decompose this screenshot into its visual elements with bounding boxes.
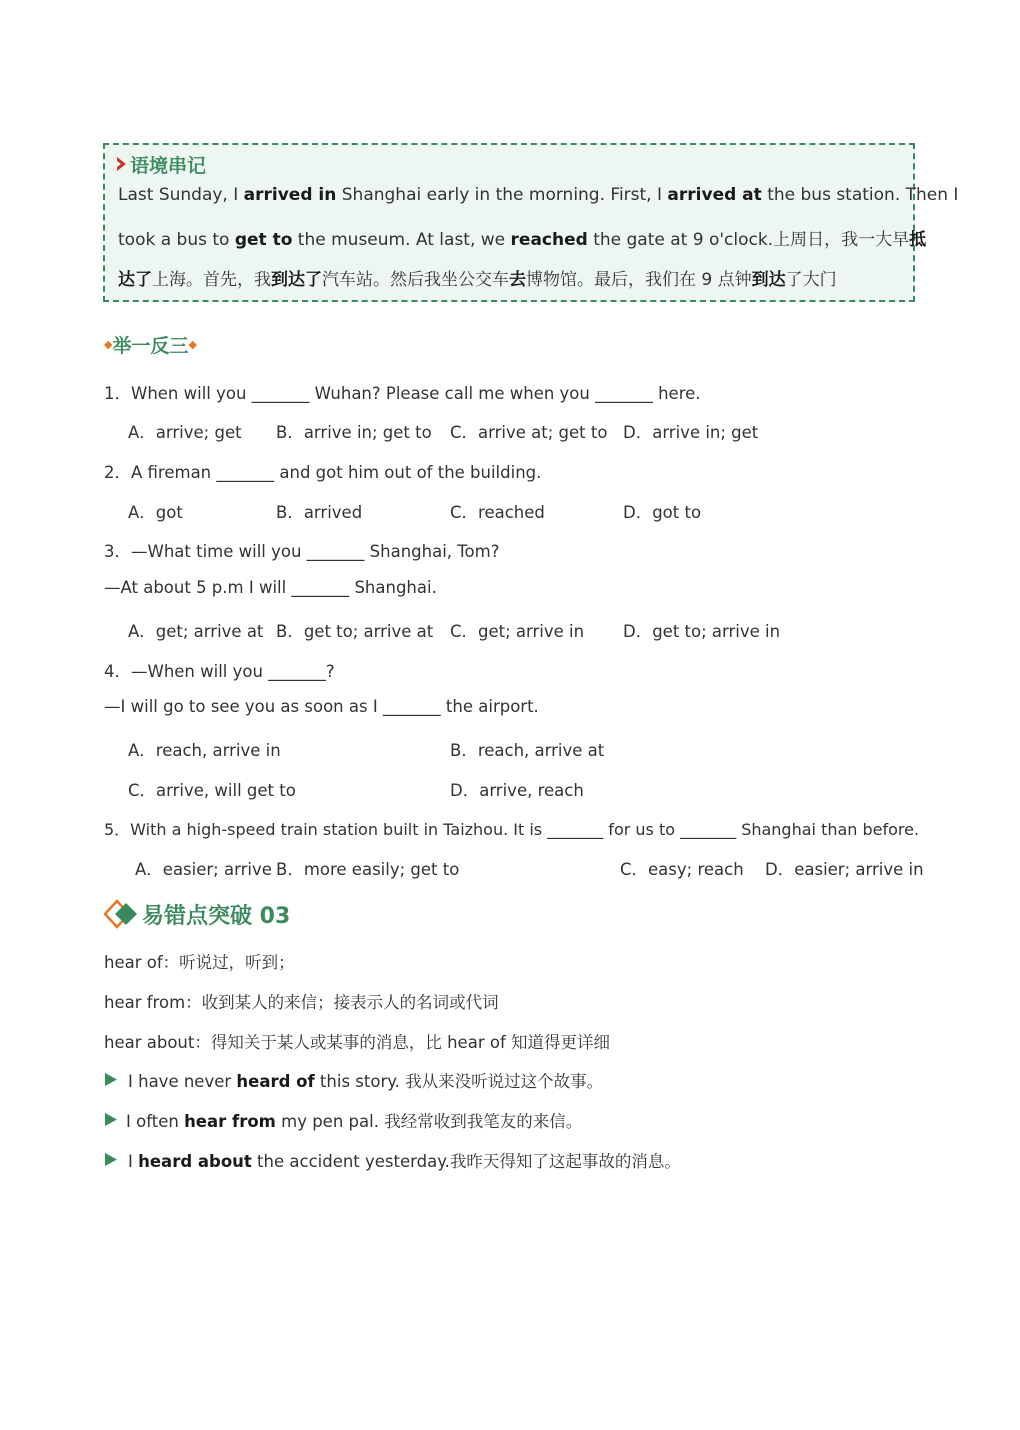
section-3-title [104, 897, 290, 931]
chevron-right-icon [115, 156, 128, 172]
q3-option-d: D．get to; arrive in [623, 622, 781, 641]
question-5: 5．With a high-speed train station built in Taizhou. It is _______ for us to _______ Shanghai than before. [104, 820, 920, 839]
text-run: I [128, 1152, 139, 1171]
definition-hear-about: hear about：得知关于某人或某事的消息，比 hear of 知道得更详细 [104, 1033, 610, 1052]
q2-option-c: C．reached [450, 503, 545, 522]
bold-phrase: 去 [509, 270, 526, 290]
question-4: 4．—When will you _______? [104, 662, 335, 681]
text-run: the museum. At last, we [292, 230, 511, 250]
play-arrow-icon [104, 1112, 118, 1127]
q3-option-c: C．get; arrive in [450, 622, 585, 641]
q2-option-b: B．arrived [276, 503, 363, 522]
text-run: 博物馆。最后，我们在 9 点钟 [526, 270, 752, 290]
play-arrow-icon [104, 1072, 118, 1087]
practice-heading [104, 331, 197, 357]
q3-option-b: B．get to; arrive at [276, 622, 434, 641]
definition-hear-of: hear of：听说过，听到； [104, 953, 295, 972]
text-run: 汽车站。然后我坐公交车 [322, 270, 509, 290]
q2-option-d: D．got to [623, 503, 702, 522]
q4-option-c: C．arrive, will get to [128, 781, 296, 800]
bold-phrase: heard of [236, 1072, 315, 1091]
question-3-reply: —At about 5 p.m I will _______ Shanghai. [104, 578, 437, 597]
question-2: 2．A fireman _______ and got him out of the building. [104, 463, 542, 482]
practice-heading-text: 举一反三 [112, 334, 189, 357]
double-diamond-icon [104, 899, 140, 929]
q2-option-a: A．got [128, 503, 183, 522]
question-1: 1．When will you _______ Wuhan? Please call me when you _______ here. [104, 384, 701, 403]
context-heading-text: 语境串记 [130, 154, 207, 177]
bold-phrase: heard about [138, 1152, 252, 1171]
text-run: my pen pal. 我经常收到我笔友的来信。 [275, 1112, 583, 1131]
context-line-2 [118, 225, 926, 250]
q4-option-d: D．arrive, reach [450, 781, 584, 800]
q1-option-c: C．arrive at; get to [450, 423, 608, 442]
q4-option-a: A．reach, arrive in [128, 741, 281, 760]
q1-option-d: D．arrive in; get [623, 423, 759, 442]
q3-option-a: A．get; arrive at [128, 622, 264, 641]
text-run: took a bus to [118, 230, 235, 250]
text-run: the bus station. Then I [761, 185, 959, 205]
question-4-reply: —I will go to see you as soon as I _______ the airport. [104, 697, 539, 716]
bold-phrase: hear from [184, 1112, 276, 1131]
bold-phrase: reached [510, 230, 588, 250]
bold-phrase: 达了 [118, 270, 152, 290]
text-run: 上海。首先，我 [152, 270, 271, 290]
context-heading [115, 151, 206, 177]
text-run: 了大门 [785, 270, 837, 290]
play-arrow-icon [104, 1152, 118, 1167]
bold-phrase: get to [234, 230, 293, 250]
diamond-icon: ◆ [104, 337, 113, 351]
context-line-1 [118, 185, 958, 205]
example-2 [126, 1108, 582, 1132]
text-run: the accident yesterday.我昨天得知了这起事故的消息。 [251, 1152, 681, 1171]
diamond-icon: ◆ [188, 337, 197, 351]
definition-hear-from: hear from：收到某人的来信；接表示人的名词或代词 [104, 993, 499, 1012]
q5-option-c: C．easy; reach [620, 860, 744, 879]
bold-phrase: arrived in [243, 185, 337, 205]
section-3-title-text: 易错点突破 03 [142, 903, 291, 929]
q1-option-a: A．arrive; get [128, 423, 242, 442]
text-run: the gate at 9 o'clock.上周日，我一大早 [587, 230, 910, 250]
q5-option-b: B．more easily; get to [276, 860, 460, 879]
question-3: 3．—What time will you _______ Shanghai, Tom? [104, 542, 500, 561]
bold-phrase: 抵 [909, 230, 927, 250]
text-run: I often [126, 1112, 185, 1131]
context-box [103, 143, 959, 302]
bold-phrase: 到达 [751, 270, 786, 290]
text-run: Last Sunday, I [118, 185, 244, 205]
context-line-3 [118, 265, 837, 290]
text-run: I have never [128, 1072, 237, 1091]
text-run: this story. 我从来没听说过这个故事。 [314, 1072, 604, 1091]
example-1 [128, 1068, 603, 1092]
q5-option-a: A．easier; arrive [135, 860, 272, 879]
example-3 [128, 1148, 681, 1172]
text-run: Shanghai early in the morning. First, I [336, 185, 668, 205]
bold-phrase: 到达了 [271, 270, 322, 290]
bold-phrase: arrived at [667, 185, 762, 205]
q1-option-b: B．arrive in; get to [276, 423, 432, 442]
q5-option-d: D．easier; arrive in [765, 860, 924, 879]
q4-option-b: B．reach, arrive at [450, 741, 605, 760]
